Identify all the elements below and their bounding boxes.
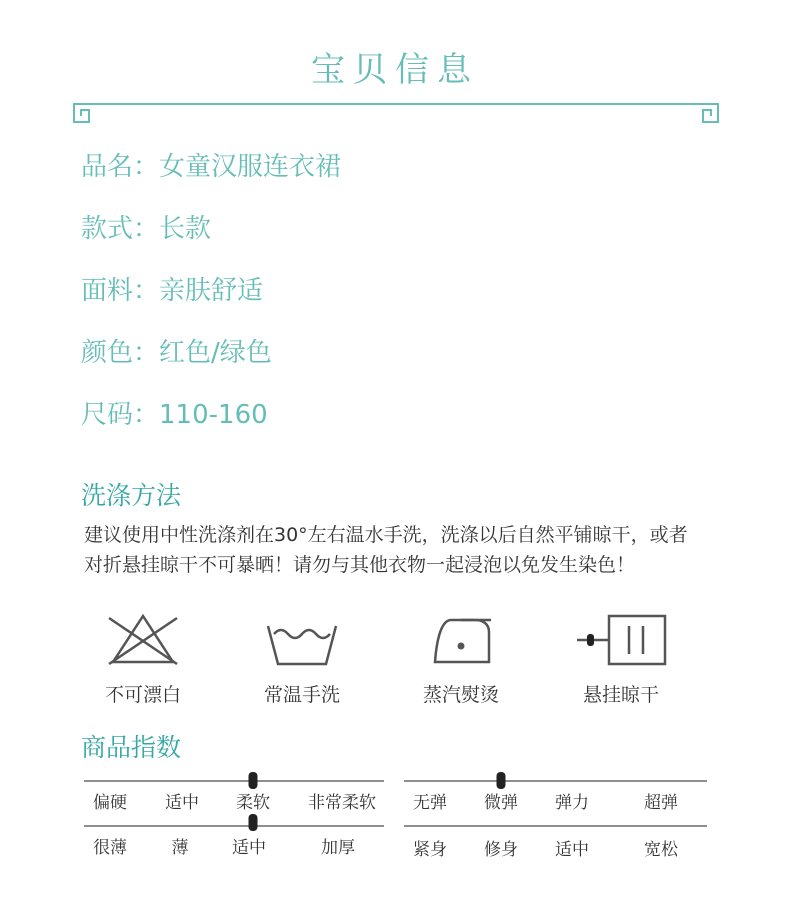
- fit-label: 修身: [484, 840, 518, 860]
- care-item-no-bleach: [68, 612, 218, 707]
- spec-fabric: [81, 270, 263, 307]
- thickness-scale-line: [84, 825, 384, 827]
- steam-iron-icon: [421, 612, 501, 668]
- thickness-label: 很薄: [93, 838, 127, 858]
- care-label: 悬挂晾干: [582, 684, 659, 706]
- page-title: 宝贝信息: [311, 50, 479, 90]
- spec-size: [81, 394, 268, 431]
- spec-name: [81, 146, 341, 183]
- softness-label: 适中: [165, 793, 199, 813]
- thickness-label: 适中: [232, 838, 266, 858]
- elasticity-label: 超弹: [644, 793, 678, 813]
- care-label: 不可漂白: [104, 684, 181, 706]
- spec-fabric-label: 面料：: [81, 276, 160, 306]
- spec-color-label: 颜色：: [81, 338, 160, 368]
- care-label: 蒸汽熨烫: [422, 684, 499, 706]
- care-label: 常温手洗: [263, 684, 340, 706]
- spec-style: [81, 208, 211, 245]
- softness-marker: [249, 772, 258, 789]
- thickness-label: 薄: [171, 838, 189, 858]
- thickness-label: 加厚: [321, 838, 355, 858]
- decorative-divider: [73, 100, 719, 128]
- thickness-marker: [249, 814, 258, 831]
- spec-color: [81, 332, 272, 369]
- spec-color-value: 红色/绿色: [159, 338, 272, 368]
- elasticity-label: 微弹: [484, 793, 518, 813]
- wash-instructions: 建议使用中性洗涤剂在30°左右温水手洗，洗涤以后自然平铺晾干，或者对折悬挂晾干不可暴晒！请勿与其他衣物一起浸泡以免发生染色！: [84, 524, 688, 576]
- elasticity-scale-line: [404, 780, 707, 782]
- softness-scale-line: [84, 780, 384, 782]
- no-bleach-icon: [103, 612, 183, 668]
- spec-style-value: 长款: [159, 214, 212, 244]
- spec-name-label: 品名：: [81, 152, 160, 182]
- spec-name-value: 女童汉服连衣裙: [159, 152, 342, 182]
- spec-style-label: 款式：: [81, 214, 160, 244]
- spec-size-value: 110-160: [159, 400, 268, 430]
- softness-label: 偏硬: [93, 793, 127, 813]
- elasticity-label: 无弹: [413, 793, 447, 813]
- spec-fabric-value: 亲肤舒适: [159, 276, 264, 306]
- care-item-hang-dry: [546, 612, 696, 707]
- elasticity-marker: [497, 772, 506, 789]
- softness-label: 柔软: [236, 793, 270, 813]
- care-item-hand-wash: [227, 612, 377, 707]
- softness-label: 非常柔软: [308, 793, 376, 813]
- fit-label: 适中: [555, 840, 589, 860]
- fit-label: 紧身: [413, 840, 447, 860]
- hang-dry-icon: [571, 612, 671, 668]
- fit-scale-line: [404, 825, 707, 827]
- elasticity-label: 弹力: [555, 793, 589, 813]
- care-item-steam-iron: [386, 612, 536, 707]
- index-section-title: 商品指数: [81, 733, 182, 762]
- wash-section-title: 洗涤方法: [81, 481, 182, 510]
- spec-size-label: 尺码：: [81, 400, 160, 430]
- fit-label: 宽松: [644, 840, 678, 860]
- hand-wash-icon: [262, 612, 342, 668]
